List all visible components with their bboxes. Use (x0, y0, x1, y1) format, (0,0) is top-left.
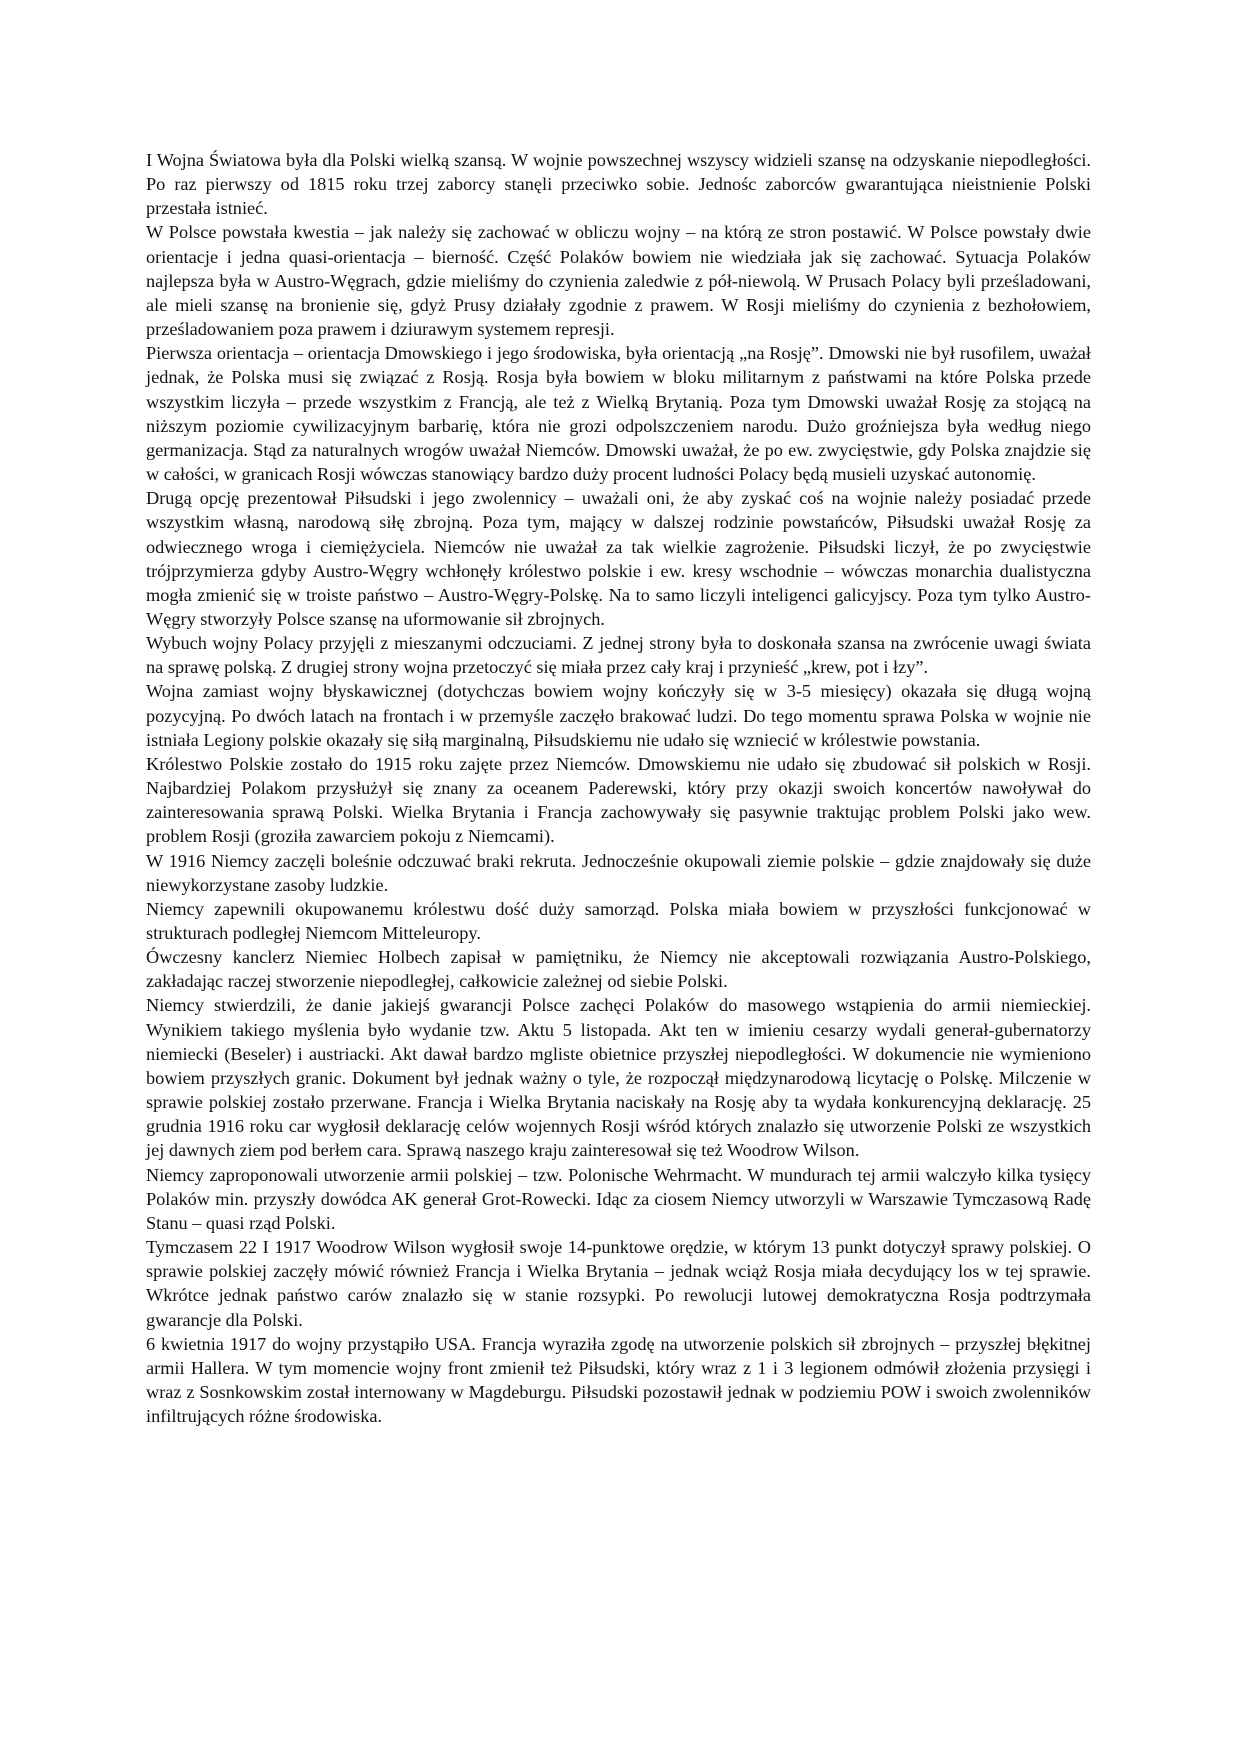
paragraph: Drugą opcję prezentował Piłsudski i jego zwolennicy – uważali oni, że aby zyskać coś na wojnie należy posiadać przede wszystkim własną, narodową siłę zbrojną. Poza tym, mający w dalszej rodzinie powstańców, Piłsudski uważał Rosję za odwiecznego wroga i ciemiężyciela. Niemców nie uważał za tak wielkie zagrożenie. Piłsudski liczył, że po zwycięstwie trójprzymierza gdyby Austro-Węgry wchłonęły królestwo polskie i ew. kresy wschodnie – wówczas monarchia dualistyczna mogła zmienić się w troiste państwo – Austro-Węgry-Polskę. Na to samo liczyli inteligenci galicyjscy. Poza tym tylko Austro-Węgry stworzyły Polsce szansę na uformowanie sił zbrojnych. (146, 488, 1091, 629)
paragraph: W Polsce powstała kwestia – jak należy się zachować w obliczu wojny – na którą ze stron postawić. W Polsce powstały dwie orientacje i jedna quasi-orientacja – bierność. Część Polaków bowiem nie wiedziała jak się zachować. Sytuacja Polaków najlepsza była w Austro-Węgrach, gdzie mieliśmy do czynienia zaledwie z pół-niewolą. W Prusach Polacy byli prześladowani, ale mieli szansę na bronienie się, gdyż Prusy działały zgodnie z prawem. W Rosji mieliśmy do czynienia z bezhołowiem, prześladowaniem poza prawem i dziurawym systemem represji. (146, 222, 1091, 340)
paragraph: Niemcy zaproponowali utworzenie armii polskiej – tzw. Polonische Wehrmacht. W mundurach tej armii walczyło kilka tysięcy Polaków min. przyszły dowódca AK generał Grot-Rowecki. Idąc za ciosem Niemcy utworzyli w Warszawie Tymczasową Radę Stanu – quasi rząd Polski. (146, 1164, 1091, 1233)
paragraph: Wojna zamiast wojny błyskawicznej (dotychczas bowiem wojny kończyły się w 3-5 miesięcy) okazała się długą wojną pozycyjną. Po dwóch latach na frontach i w przemyśle zaczęło brakować ludzi. Do tego momentu sprawa Polska w wojnie nie istniała Legiony polskie okazały się siłą marginalną, Piłsudskiemu nie udało się wzniecić w królestwie powstania. (146, 681, 1091, 750)
document-page (146, 148, 1091, 1428)
paragraph: Tymczasem 22 I 1917 Woodrow Wilson wygłosił swoje 14-punktowe orędzie, w którym 13 punkt dotyczył sprawy polskiej. O sprawie polskiej zaczęły mówić również Francja i Wielka Brytania – jednak wciąż Rosja miała decydujący los w tej sprawie. Wkrótce jednak państwo carów znalazło się w stanie rozsypki. Po rewolucji lutowej demokratyczna Rosja podtrzymała gwarancje dla Polski. (146, 1237, 1091, 1330)
paragraph: Wybuch wojny Polacy przyjęli z mieszanymi odczuciami. Z jednej strony była to doskonała szansa na zwrócenie uwagi świata na sprawę polską. Z drugiej strony wojna przetoczyć się miała przez cały kraj i przynieść „krew, pot i łzy”. (146, 633, 1091, 678)
paragraph: Ówczesny kanclerz Niemiec Holbech zapisał w pamiętniku, że Niemcy nie akceptowali rozwiązania Austro-Polskiego, zakładając raczej stworzenie niepodległej, całkowicie zależnej od siebie Polski. (146, 947, 1091, 992)
paragraph: Królestwo Polskie zostało do 1915 roku zajęte przez Niemców. Dmowskiemu nie udało się zbudować sił polskich w Rosji. Najbardziej Polakom przysłużył się znany za oceanem Paderewski, który przy okazji swoich koncertów nawoływał do zainteresowania sprawą Polski. Wielka Brytania i Francja zachowywały się pasywnie traktując problem Polski jako wew. problem Rosji (groziła zawarciem pokoju z Niemcami). (146, 753, 1091, 847)
paragraph: I Wojna Światowa była dla Polski wielką szansą. W wojnie powszechnej wszyscy widzieli szansę na odzyskanie niepodległości. Po raz pierwszy od 1815 roku trzej zaborcy stanęli przeciwko sobie. Jednośc zaborców gwarantująca nieistnienie Polski przestała istnieć. (146, 150, 1091, 219)
paragraph: W 1916 Niemcy zaczęli boleśnie odczuwać braki rekruta. Jednocześnie okupowali ziemie polskie – gdzie znajdowały się duże niewykorzystane zasoby ludzkie. (146, 850, 1091, 895)
paragraph: Niemcy stwierdzili, że danie jakiejś gwarancji Polsce zachęci Polaków do masowego wstąpienia do armii niemieckiej. Wynikiem takiego myślenia było wydanie tzw. Aktu 5 listopada. Akt ten w imieniu cesarzy wydali generał-gubernatorzy niemiecki (Beseler) i austriacki. Akt dawał bardzo mgliste obietnice przyszłej niepodległości. W dokumencie nie wymieniono bowiem przyszłych granic. Dokument był jednak ważny o tyle, że rozpoczął międzynarodową licytację o Polskę. Milczenie w sprawie polskiej zostało przerwane. Francja i Wielka Brytania naciskały na Rosję aby ta wydała konkurencyjną deklarację. 25 grudnia 1916 roku car wygłosił deklarację celów wojennych Rosji wśród których znalazło się utworzenie Polski ze wszystkich jej dawnych ziem pod berłem cara. Sprawą naszego kraju zainteresował się też Woodrow Wilson. (146, 995, 1091, 1161)
paragraph: Niemcy zapewnili okupowanemu królestwu dość duży samorząd. Polska miała bowiem w przyszłości funkcjonować w strukturach podległej Niemcom Mitteleuropy. (146, 898, 1091, 943)
paragraph: Pierwsza orientacja – orientacja Dmowskiego i jego środowiska, była orientacją „na Rosję”. Dmowski nie był rusofilem, uważał jednak, że Polska musi się związać z Rosją. Rosja była bowiem w bloku militarnym z państwami na które Polska przede wszystkim liczyła – przede wszystkim z Francją, ale też z Wielką Brytanią. Poza tym Dmowski uważał Rosję za stojącą na niższym poziomie cywilizacyjnym barbarię, która nie grozi odpolszczeniem narodu. Dużo groźniejsza była według niego germanizacja. Stąd za naturalnych wrogów uważał Niemców. Dmowski uważał, że po ew. zwycięstwie, gdy Polska znajdzie się w całości, w granicach Rosji wówczas stanowiący bardzo duży procent ludności Polacy będą musieli uzyskać autonomię. (146, 343, 1091, 485)
paragraph: 6 kwietnia 1917 do wojny przystąpiło USA. Francja wyraziła zgodę na utworzenie polskich sił zbrojnych – przyszłej błękitnej armii Hallera. W tym momencie wojny front zmienił też Piłsudski, który wraz z 1 i 3 legionem odmówił złożenia przysięgi i wraz z Sosnkowskim został internowany w Magdeburgu. Piłsudski pozostawił jednak w podziemiu POW i swoich zwolenników infiltrujących różne środowiska. (146, 1333, 1091, 1427)
